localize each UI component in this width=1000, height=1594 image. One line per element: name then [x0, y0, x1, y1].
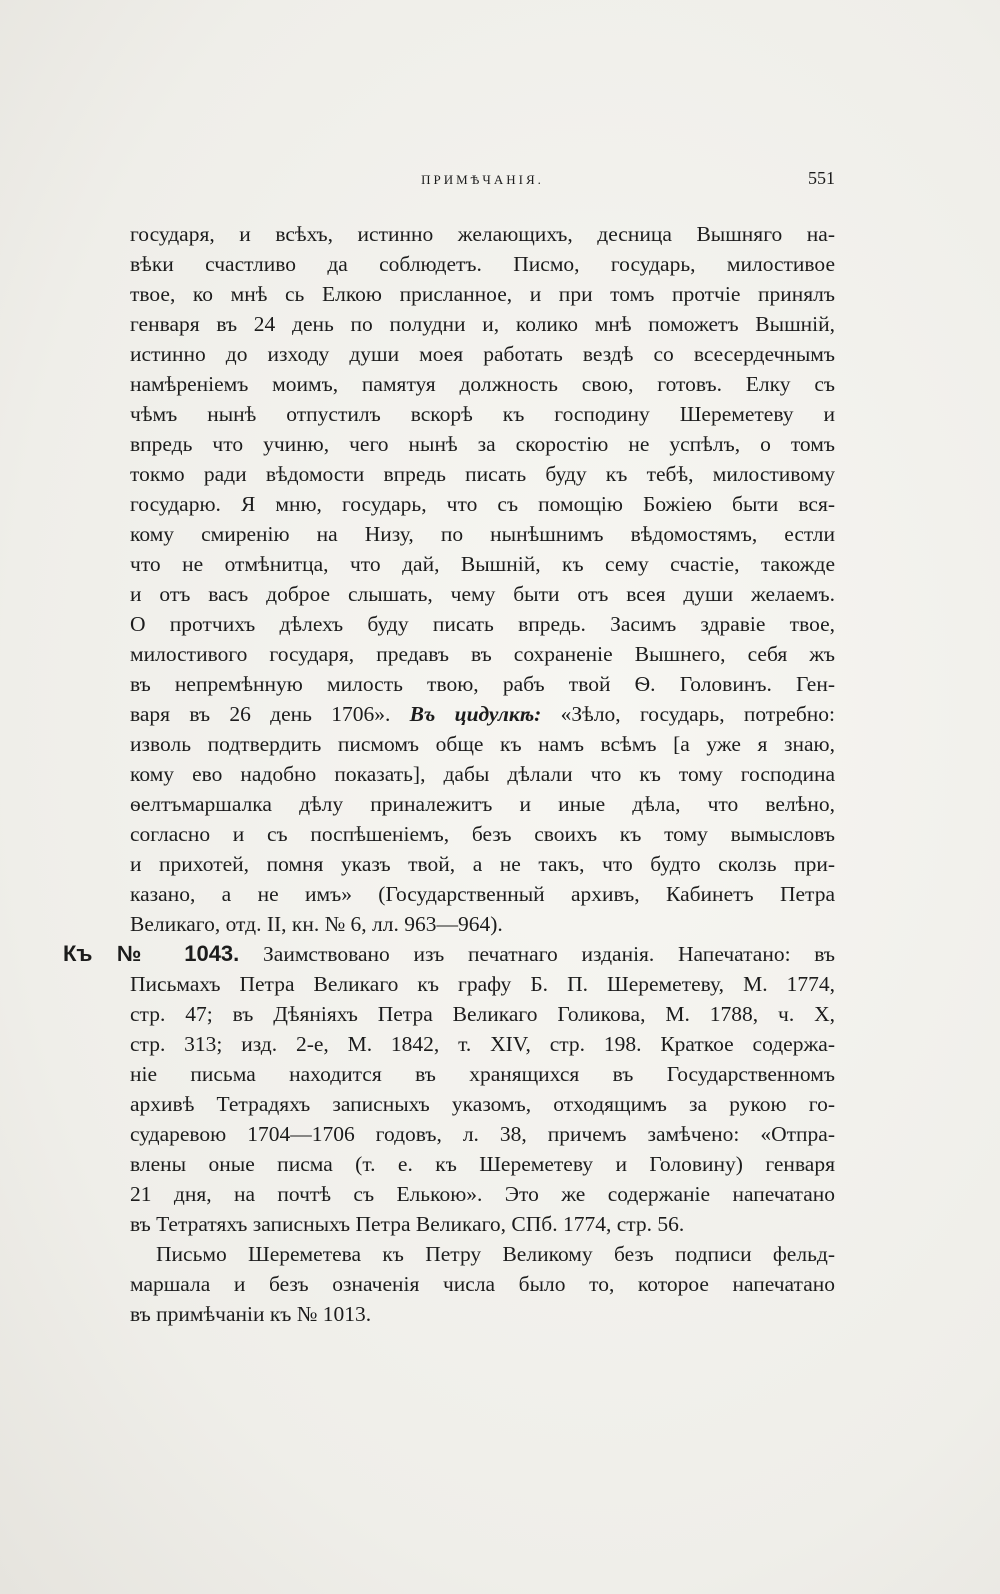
body-text — [63, 219, 835, 1329]
text-line: впредь что учиню, чего нынѣ за скоростію не успѣлъ, о томъ — [130, 432, 835, 456]
text-line-with-italic — [130, 699, 835, 729]
text-line: намѣреніемъ моимъ, памятуя должность свою, готовъ. Елку съ — [130, 372, 835, 396]
text-line: генваря въ 24 день по полудни и, колико мнѣ поможетъ Вышній, — [130, 312, 835, 336]
paragraph-final — [130, 1239, 835, 1329]
page-header — [130, 168, 835, 194]
note-first-line — [63, 939, 835, 969]
text-line: изволь подтвердить писмомъ обще къ намъ всѣмъ [а уже я знаю, — [130, 732, 835, 756]
text-line: казано, а не имъ» (Государственный архивъ, Кабинетъ Петра — [130, 882, 835, 906]
note-1043 — [63, 939, 835, 1239]
text-run: Заимствовано изъ печатнаго изданія. Напечатано: въ — [239, 942, 835, 966]
text-line: сударевою 1704—1706 годовъ, л. 38, причемъ замѣчено: «Отпра- — [130, 1122, 835, 1146]
text-line: въ непремѣнную милость твою, рабъ твой Ѳ. Головинъ. Ген- — [130, 672, 835, 696]
text-line: и отъ васъ доброе слышать, чему быти отъ всея души желаемъ. — [130, 582, 835, 606]
text-line: Великаго, отд. II, кн. № 6, лл. 963—964). — [130, 912, 503, 936]
text-line: Письмахъ Петра Великаго къ графу Б. П. Шереметеву, М. 1774, — [130, 972, 835, 996]
text-line: чѣмъ нынѣ отпустилъ вскорѣ къ господину Шереметеву и — [130, 402, 835, 426]
text-line: что не отмѣнитца, что дай, Вышній, къ сему счастіе, такожде — [130, 552, 835, 576]
text-line: ѳелтъмаршалка дѣлу приналежитъ и иные дѣла, что велѣно, — [130, 792, 835, 816]
text-line: вѣки счастливо да соблюдетъ. Писмо, государь, милостивое — [130, 252, 835, 276]
text-line: государя, и всѣхъ, истинно желающихъ, десница Вышняго на- — [130, 222, 835, 246]
text-run: варя въ 26 день 1706». — [130, 702, 410, 726]
text-run: «Зѣло, государь, потребно: — [541, 702, 835, 726]
text-line: токмо ради вѣдомости впредь писать буду къ тебѣ, милостивому — [130, 462, 835, 486]
text-line: стр. 313; изд. 2-е, М. 1842, т. XIV, стр. 198. Краткое содержа- — [130, 1032, 835, 1056]
text-line: въ примѣчаніи къ № 1013. — [130, 1302, 372, 1326]
text-line: Письмо Шереметева къ Петру Великому безъ подписи фельд- — [156, 1242, 835, 1266]
text-line: влены оные писма (т. е. къ Шереметеву и Головину) генваря — [130, 1152, 835, 1176]
text-line: архивѣ Тетрадяхъ записныхъ указомъ, отходящимъ за рукою го- — [130, 1092, 835, 1116]
text-line: ніе письма находится въ хранящихся въ Государственномъ — [130, 1062, 835, 1086]
text-line: милостивого государя, предавъ въ сохраненіе Вышнего, себя жъ — [130, 642, 835, 666]
text-line: маршала и безъ означенія числа было то, которое напечатано — [130, 1272, 835, 1296]
text-line: стр. 47; въ Дѣяніяхъ Петра Великаго Голикова, М. 1788, ч. X, — [130, 1002, 835, 1026]
text-line: въ Тетратяхъ записныхъ Петра Великаго, СПб. 1774, стр. 56. — [130, 1212, 685, 1236]
page-number: 551 — [808, 168, 835, 188]
text-line: 21 дня, на почтѣ съ Елькою». Это же содержаніе напечатано — [130, 1182, 835, 1206]
note-label: Къ № 1043. — [63, 941, 240, 966]
text-line: и прихотей, помня указъ твой, а не такъ, что будто сколзь при- — [130, 852, 835, 876]
running-head: ПРИМѢЧАНІЯ. — [421, 172, 544, 187]
text-line: истинно до изходу души моея работать вездѣ со всесердечнымъ — [130, 342, 835, 366]
text-line: государю. Я мню, государь, что съ помощію Божіею быти вся- — [130, 492, 835, 516]
text-line: кому смиренію на Низу, по нынѣшнимъ вѣдомостямъ, естли — [130, 522, 835, 546]
italic-heading: Въ цидулкѣ: — [409, 702, 542, 726]
paragraph-continuation — [130, 219, 835, 939]
text-line: согласно и съ поспѣшеніемъ, безъ своихъ къ тому вымысловъ — [130, 822, 835, 846]
text-line: О протчихъ дѣлехъ буду писать впредь. Засимъ здравіе твое, — [130, 612, 835, 636]
text-line: твое, ко мнѣ сь Елкою присланное, и при томъ протчіе принялъ — [130, 282, 835, 306]
text-line: кому ево надобно показать], дабы дѣлали что къ тому господина — [130, 762, 835, 786]
